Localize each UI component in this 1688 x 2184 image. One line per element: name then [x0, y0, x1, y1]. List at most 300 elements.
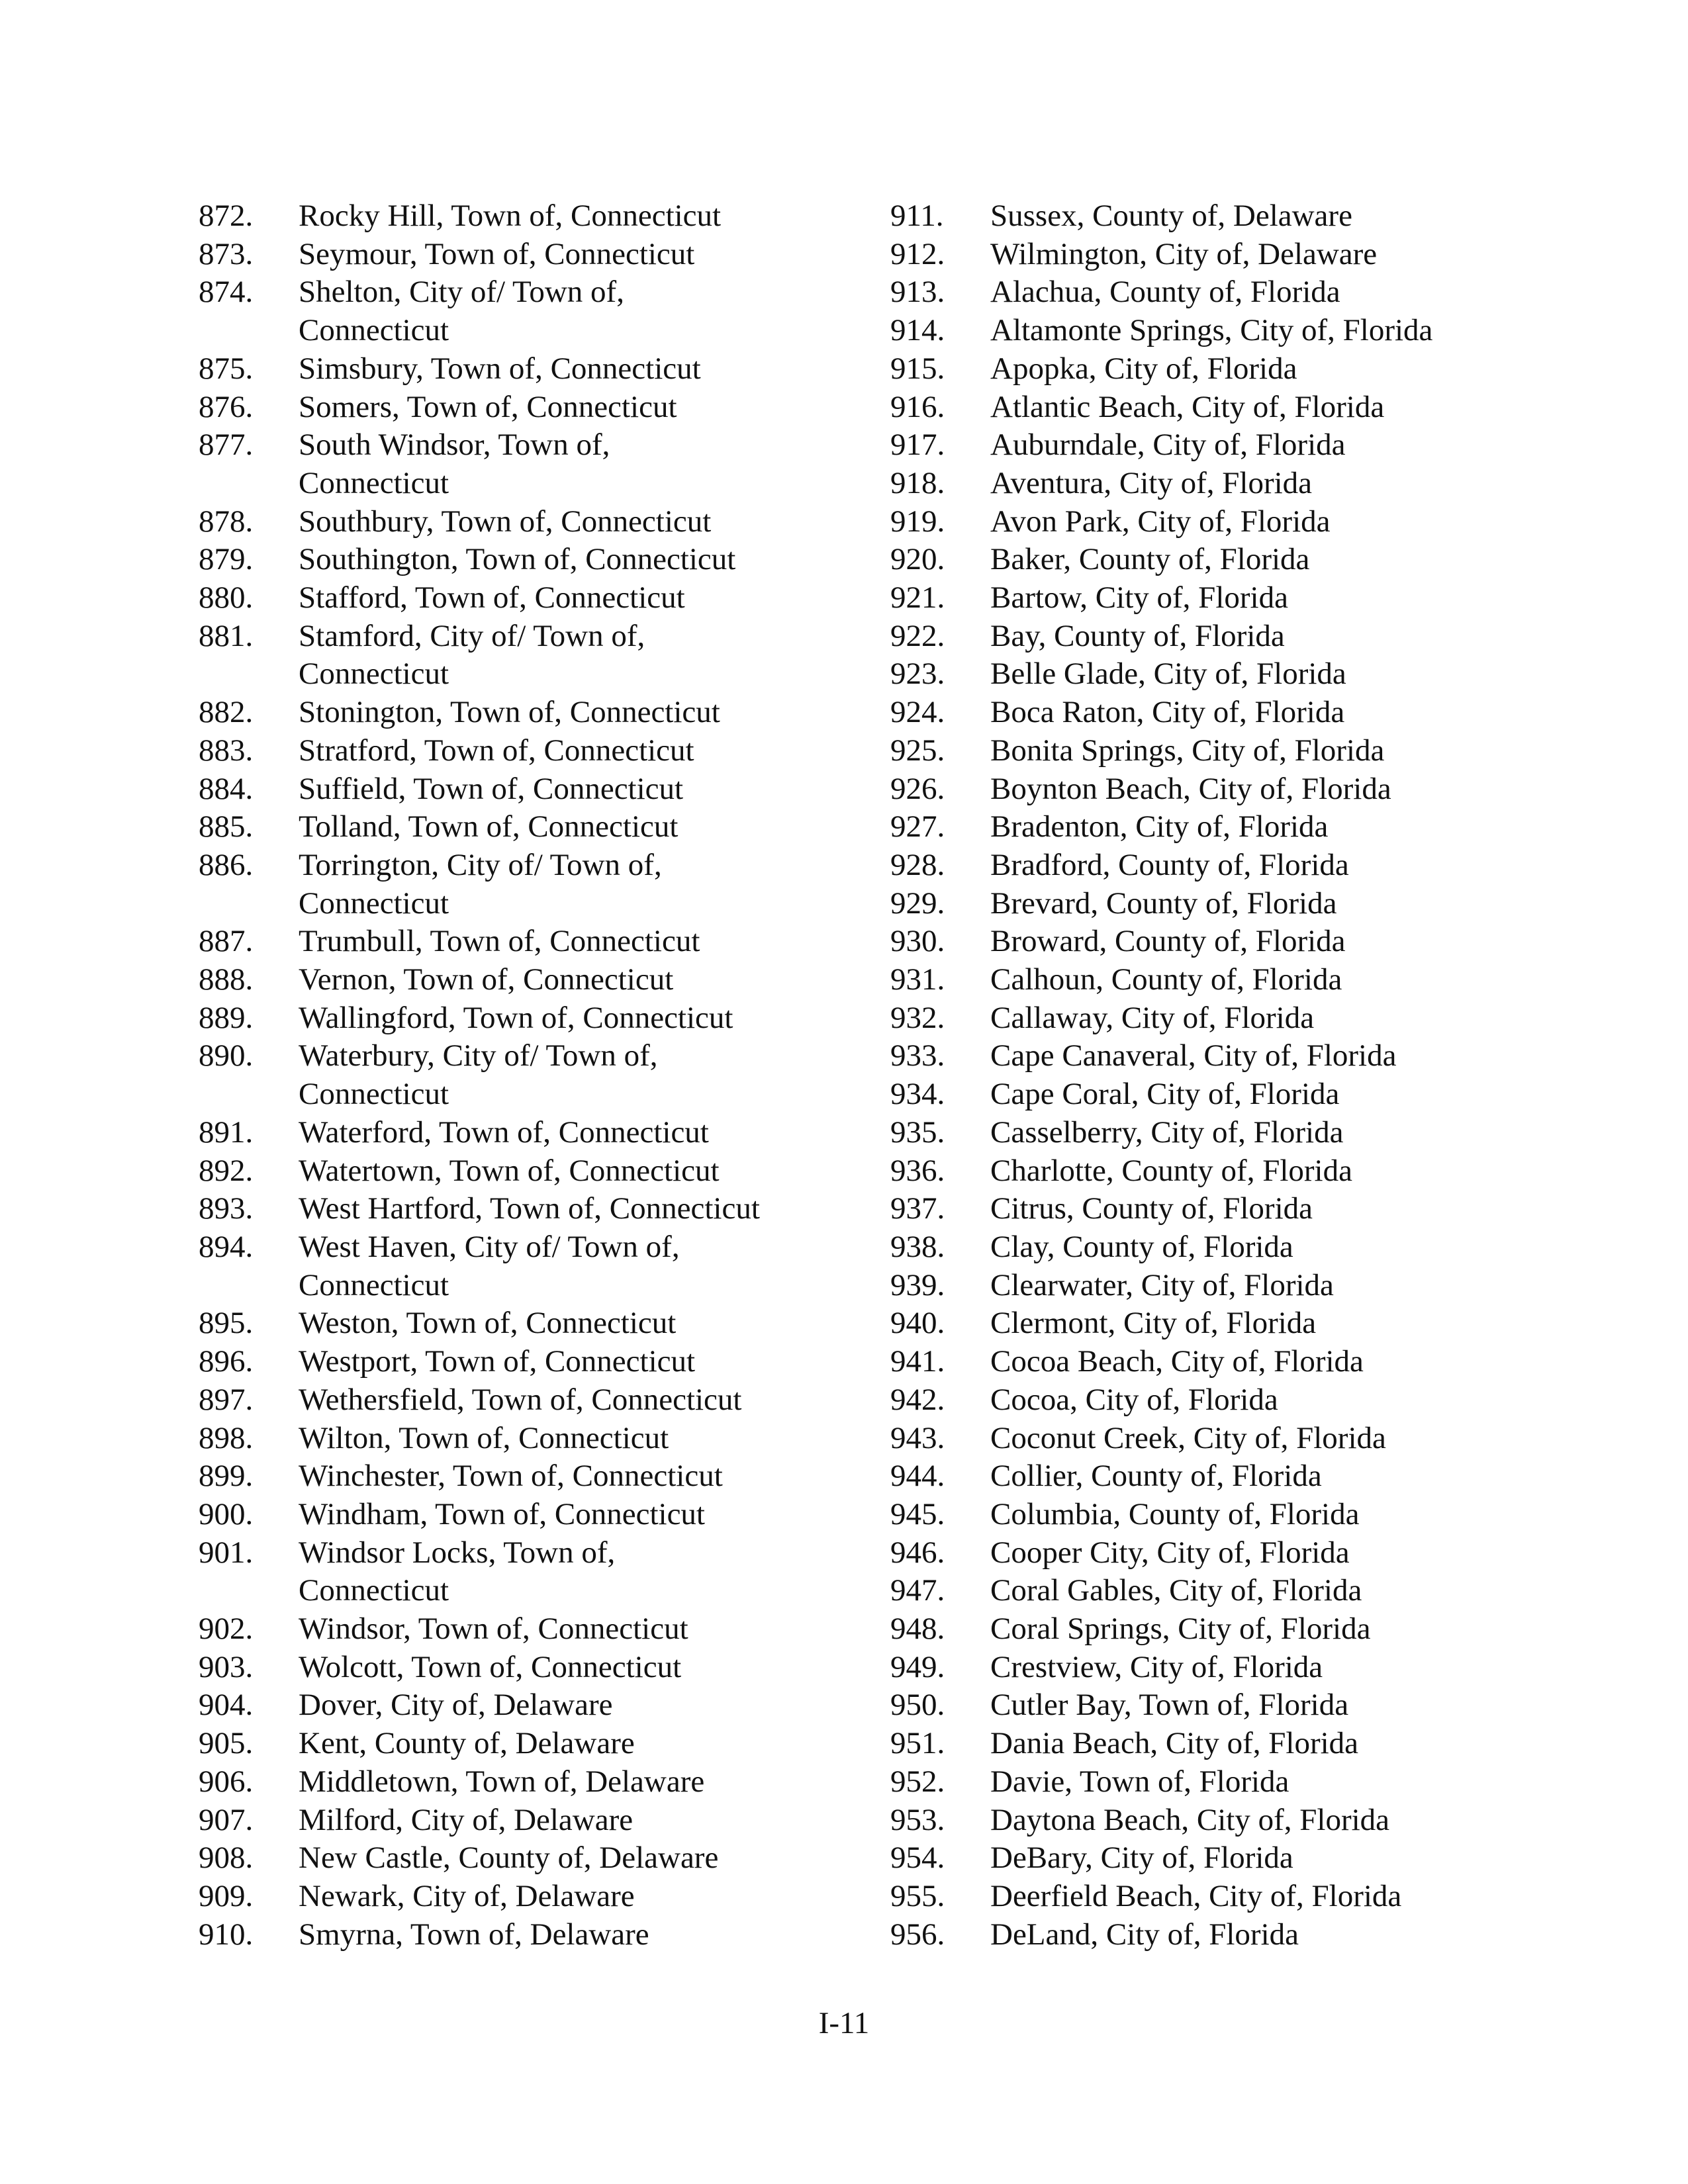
list-item-name	[990, 1916, 1579, 1954]
list-item-name	[990, 1114, 1579, 1152]
list-item-number: 945.	[890, 1496, 945, 1531]
list-item	[890, 808, 1579, 846]
list-item-name	[299, 541, 861, 579]
list-item-number: 902.	[199, 1612, 254, 1647]
list-item-name	[990, 1420, 1579, 1458]
list-item-name-line: Windsor, Town of, Connecticut	[299, 1612, 688, 1647]
list-item-name	[990, 999, 1579, 1038]
list-item-number: 926.	[890, 771, 945, 806]
list-item	[199, 1649, 861, 1687]
list-item-name	[299, 1228, 861, 1304]
list-item-name	[299, 1420, 861, 1458]
list-item-number: 890.	[199, 1038, 254, 1073]
list-item	[199, 999, 861, 1038]
list-item-name	[990, 1152, 1579, 1191]
list-item-name-line: Wilton, Town of, Connecticut	[299, 1420, 669, 1455]
list-item	[890, 770, 1579, 809]
list-item-name	[990, 1839, 1579, 1878]
list-item	[199, 1496, 861, 1534]
list-item-name-line: Windsor Locks, Town of,	[299, 1535, 616, 1570]
list-item-name-line: Weston, Town of, Connecticut	[299, 1306, 677, 1341]
list-item-name-line: Coral Gables, City of, Florida	[990, 1573, 1362, 1608]
list-item-number: 898.	[199, 1420, 254, 1455]
list-item-name	[299, 1114, 861, 1152]
list-item-number: 877.	[199, 428, 254, 463]
list-item-name-line: Baker, County of, Florida	[990, 542, 1310, 577]
list-item	[890, 885, 1579, 923]
list-item	[199, 1304, 861, 1343]
list-item	[890, 1457, 1579, 1496]
list-item	[890, 312, 1579, 350]
list-item-name-line: Auburndale, City of, Florida	[990, 428, 1346, 463]
list-item-name	[990, 617, 1579, 656]
list-item-number: 919.	[890, 504, 945, 539]
list-item-number: 921.	[890, 580, 945, 615]
list-item-name-line: Trumbull, Town of, Connecticut	[299, 924, 700, 959]
list-item	[890, 273, 1579, 312]
list-item	[890, 1343, 1579, 1381]
list-item-number: 914.	[890, 313, 945, 348]
list-item-name-line: Kent, County of, Delaware	[299, 1726, 635, 1761]
list-item	[890, 655, 1579, 694]
list-item	[199, 1420, 861, 1458]
list-item-name-line: Stamford, City of/ Town of,	[299, 618, 645, 653]
list-item-name-line: Vernon, Town of, Connecticut	[299, 962, 674, 997]
list-item-name	[990, 1496, 1579, 1534]
list-item-number: 874.	[199, 275, 254, 310]
list-item-name-line: Newark, City of, Delaware	[299, 1878, 635, 1913]
list-item-number: 932.	[890, 1000, 945, 1035]
list-item-name	[990, 1572, 1579, 1610]
list-item-number: 951.	[890, 1726, 945, 1761]
list-item-name-line: Connecticut	[299, 1077, 449, 1112]
list-item-number: 916.	[890, 389, 945, 424]
list-item-name	[990, 923, 1579, 961]
list-item-number: 893.	[199, 1191, 254, 1226]
list-item-number: 885.	[199, 809, 254, 844]
list-item-number: 920.	[890, 542, 945, 577]
list-item	[199, 1725, 861, 1763]
list-item-name	[299, 1649, 861, 1687]
list-item	[890, 1420, 1579, 1458]
list-item-number: 907.	[199, 1802, 254, 1837]
list-item-number: 941.	[890, 1344, 945, 1379]
list-item-name	[990, 655, 1579, 694]
list-item-number: 934.	[890, 1077, 945, 1112]
list-item	[890, 1763, 1579, 1801]
list-item-name	[990, 426, 1579, 465]
list-item-name-line: Dania Beach, City of, Florida	[990, 1726, 1359, 1761]
list-item-name	[299, 1916, 861, 1954]
list-item-name	[990, 388, 1579, 427]
list-item-number: 943.	[890, 1420, 945, 1455]
list-item-name	[299, 1839, 861, 1878]
list-item	[199, 1037, 861, 1113]
list-item-name	[299, 1190, 861, 1228]
list-item-number: 895.	[199, 1306, 254, 1341]
list-item-number: 892.	[199, 1153, 254, 1188]
list-item-name-line: Boca Raton, City of, Florida	[990, 695, 1345, 730]
list-item-name-line: Calhoun, County of, Florida	[990, 962, 1342, 997]
list-item-name-line: Stratford, Town of, Connecticut	[299, 733, 694, 768]
list-item-number: 897.	[199, 1382, 254, 1417]
list-item-number: 880.	[199, 580, 254, 615]
list-item-number: 917.	[890, 428, 945, 463]
list-item	[890, 1114, 1579, 1152]
list-item-number: 912.	[890, 236, 945, 271]
list-item-name	[299, 1304, 861, 1343]
list-item-number: 882.	[199, 695, 254, 730]
list-item	[890, 694, 1579, 732]
list-item-number: 949.	[890, 1649, 945, 1684]
list-item-name	[990, 236, 1579, 274]
list-item-name-line: Coral Springs, City of, Florida	[990, 1612, 1371, 1647]
list-item-name	[299, 503, 861, 541]
list-item-name-line: Connecticut	[299, 465, 449, 500]
list-item-name-line: Waterbury, City of/ Town of,	[299, 1038, 658, 1073]
list-item	[890, 1801, 1579, 1840]
list-item-name	[990, 350, 1579, 388]
list-item-number: 952.	[890, 1764, 945, 1799]
list-item-name	[990, 1801, 1579, 1840]
list-item-name-line: Cooper City, City of, Florida	[990, 1535, 1350, 1570]
list-item	[199, 770, 861, 809]
list-item	[890, 236, 1579, 274]
list-item-name-line: Winchester, Town of, Connecticut	[299, 1459, 723, 1494]
list-item-name	[990, 1610, 1579, 1649]
list-item-name-line: Cocoa, City of, Florida	[990, 1382, 1278, 1417]
list-item-name	[299, 732, 861, 770]
list-item-number: 935.	[890, 1115, 945, 1150]
list-item	[890, 1878, 1579, 1916]
list-item-name	[990, 579, 1579, 617]
list-item-name-line: Avon Park, City of, Florida	[990, 504, 1331, 539]
list-item-name	[299, 1381, 861, 1420]
list-item-name	[990, 503, 1579, 541]
list-item	[890, 1037, 1579, 1075]
list-item-name-line: West Haven, City of/ Town of,	[299, 1229, 680, 1264]
list-item-name	[299, 1496, 861, 1534]
list-item-name	[990, 1763, 1579, 1801]
list-item	[199, 808, 861, 846]
list-item-name-line: Bay, County of, Florida	[990, 618, 1285, 653]
list-item-number: 954.	[890, 1841, 945, 1876]
list-item-number: 956.	[890, 1917, 945, 1952]
list-item	[890, 1534, 1579, 1572]
list-item-number: 906.	[199, 1764, 254, 1799]
list-item-name-line: Southbury, Town of, Connecticut	[299, 504, 712, 539]
list-item-name-line: Cape Coral, City of, Florida	[990, 1077, 1340, 1112]
list-item-name	[990, 1037, 1579, 1075]
list-item	[890, 1190, 1579, 1228]
list-item-number: 937.	[890, 1191, 945, 1226]
list-item-name-line: Callaway, City of, Florida	[990, 1000, 1315, 1035]
list-item-name-line: Broward, County of, Florida	[990, 924, 1346, 959]
list-item-name	[990, 1304, 1579, 1343]
list-item-number: 930.	[890, 924, 945, 959]
list-item-name-line: Seymour, Town of, Connecticut	[299, 236, 695, 271]
list-item-name-line: Charlotte, County of, Florida	[990, 1153, 1352, 1188]
list-item-name-line: Windham, Town of, Connecticut	[299, 1496, 705, 1531]
list-item	[199, 1152, 861, 1191]
list-item-number: 933.	[890, 1038, 945, 1073]
list-item-name-line: Casselberry, City of, Florida	[990, 1115, 1344, 1150]
list-item-name	[990, 1686, 1579, 1725]
list-item-number: 886.	[199, 847, 254, 882]
list-item-number: 955.	[890, 1878, 945, 1913]
list-item-name-line: Davie, Town of, Florida	[990, 1764, 1289, 1799]
list-item-name	[299, 579, 861, 617]
left-column-list	[199, 197, 861, 1954]
list-item	[199, 1114, 861, 1152]
list-item-number: 942.	[890, 1382, 945, 1417]
list-item-name	[990, 1725, 1579, 1763]
list-item-name	[299, 197, 861, 236]
list-item-name-line: Aventura, City of, Florida	[990, 465, 1313, 500]
list-item-name	[299, 808, 861, 846]
list-item-name	[990, 885, 1579, 923]
list-item-number: 875.	[199, 351, 254, 386]
list-item-name-line: Smyrna, Town of, Delaware	[299, 1917, 649, 1952]
list-item	[199, 1916, 861, 1954]
list-item	[890, 999, 1579, 1038]
list-item-name-line: Altamonte Springs, City of, Florida	[990, 313, 1433, 348]
list-item-name	[990, 808, 1579, 846]
list-item-name-line: Middletown, Town of, Delaware	[299, 1764, 705, 1799]
list-item	[890, 465, 1579, 503]
list-item-name-line: Bartow, City of, Florida	[990, 580, 1288, 615]
list-item-name	[990, 1343, 1579, 1381]
list-item	[199, 1878, 861, 1916]
list-item-name-line: Simsbury, Town of, Connecticut	[299, 351, 701, 386]
list-item-name-line: Milford, City of, Delaware	[299, 1802, 633, 1837]
list-item	[890, 388, 1579, 427]
list-item	[199, 503, 861, 541]
list-item	[890, 1267, 1579, 1305]
list-item-number: 939.	[890, 1267, 945, 1302]
list-item	[199, 1381, 861, 1420]
page-number: I-11	[818, 2006, 870, 2040]
list-item-number: 923.	[890, 657, 945, 692]
list-item-name	[990, 465, 1579, 503]
list-item-name	[990, 770, 1579, 809]
list-item-name-line: Connecticut	[299, 1573, 449, 1608]
list-item-name	[299, 1610, 861, 1649]
list-item-name-line: Crestview, City of, Florida	[990, 1649, 1323, 1684]
list-item-number: 873.	[199, 236, 254, 271]
list-item-name-line: Clay, County of, Florida	[990, 1229, 1293, 1264]
list-item-name	[299, 1801, 861, 1840]
list-item-name-line: Dover, City of, Delaware	[299, 1688, 613, 1723]
list-item-name	[299, 388, 861, 427]
list-item	[199, 923, 861, 961]
list-item	[890, 541, 1579, 579]
list-item-name	[990, 961, 1579, 999]
list-item	[199, 1534, 861, 1610]
list-item-name	[299, 1152, 861, 1191]
list-item	[199, 388, 861, 427]
list-item-number: 946.	[890, 1535, 945, 1570]
list-item-name	[299, 1763, 861, 1801]
list-item	[890, 1916, 1579, 1954]
list-item	[199, 694, 861, 732]
list-item-name-line: Rocky Hill, Town of, Connecticut	[299, 199, 722, 233]
list-item-name	[299, 961, 861, 999]
list-item	[199, 846, 861, 923]
list-item-name	[990, 1649, 1579, 1687]
list-item-name-line: Connecticut	[299, 657, 449, 692]
list-item-name	[990, 1075, 1579, 1114]
list-item-name	[990, 1457, 1579, 1496]
list-item-name-line: Bradenton, City of, Florida	[990, 809, 1329, 844]
list-item	[890, 350, 1579, 388]
list-item	[199, 1763, 861, 1801]
list-item-number: 905.	[199, 1726, 254, 1761]
list-item-name	[299, 617, 861, 694]
list-item	[199, 1686, 861, 1725]
list-item-name	[299, 1878, 861, 1916]
list-item-number: 922.	[890, 618, 945, 653]
list-item-name-line: Suffield, Town of, Connecticut	[299, 771, 684, 806]
list-item-number: 894.	[199, 1229, 254, 1264]
list-item-name-line: Wolcott, Town of, Connecticut	[299, 1649, 682, 1684]
list-item-number: 913.	[890, 275, 945, 310]
list-item-number: 888.	[199, 962, 254, 997]
list-item-name-line: Connecticut	[299, 313, 449, 348]
list-item-name-line: Watertown, Town of, Connecticut	[299, 1153, 720, 1188]
list-item-name-line: Daytona Beach, City of, Florida	[990, 1802, 1390, 1837]
list-item-name-line: Wilmington, City of, Delaware	[990, 236, 1378, 271]
list-item-name-line: Stafford, Town of, Connecticut	[299, 580, 685, 615]
list-item	[199, 426, 861, 502]
list-item-name	[990, 273, 1579, 312]
list-item-number: 944.	[890, 1459, 945, 1494]
list-item-name	[990, 694, 1579, 732]
list-item-name-line: Coconut Creek, City of, Florida	[990, 1420, 1386, 1455]
list-item-name-line: Alachua, County of, Florida	[990, 275, 1340, 310]
list-item-number: 884.	[199, 771, 254, 806]
list-item-name-line: Torrington, City of/ Town of,	[299, 847, 662, 882]
list-item	[890, 1649, 1579, 1687]
list-item-name-line: Collier, County of, Florida	[990, 1459, 1322, 1494]
list-item	[890, 846, 1579, 885]
list-item-name-line: West Hartford, Town of, Connecticut	[299, 1191, 760, 1226]
list-item-name-line: Clermont, City of, Florida	[990, 1306, 1317, 1341]
list-item-name-line: Atlantic Beach, City of, Florida	[990, 389, 1385, 424]
list-item-number: 876.	[199, 389, 254, 424]
list-item	[199, 236, 861, 274]
list-item-name	[299, 923, 861, 961]
list-item	[890, 1228, 1579, 1267]
list-item-number: 928.	[890, 847, 945, 882]
list-item-name-line: Connecticut	[299, 1267, 449, 1302]
list-item	[890, 732, 1579, 770]
list-item-name-line: Cocoa Beach, City of, Florida	[990, 1344, 1364, 1379]
list-item-name-line: Sussex, County of, Delaware	[990, 199, 1352, 233]
list-item-name-line: Tolland, Town of, Connecticut	[299, 809, 679, 844]
list-item	[199, 197, 861, 236]
list-item-number: 948.	[890, 1612, 945, 1647]
list-item-name-line: Wethersfield, Town of, Connecticut	[299, 1382, 742, 1417]
list-item-name	[299, 1725, 861, 1763]
list-item-name	[299, 1686, 861, 1725]
list-item-number: 940.	[890, 1306, 945, 1341]
list-item-number: 936.	[890, 1153, 945, 1188]
list-item	[890, 197, 1579, 236]
list-item-number: 908.	[199, 1841, 254, 1876]
list-item	[890, 617, 1579, 656]
list-item-name-line: Belle Glade, City of, Florida	[990, 657, 1346, 692]
list-item	[199, 732, 861, 770]
list-item-name	[299, 1343, 861, 1381]
list-item	[199, 1228, 861, 1304]
right-column-list	[890, 197, 1579, 1954]
list-item-number: 872.	[199, 199, 254, 233]
list-item-name	[299, 694, 861, 732]
list-item-name	[299, 1037, 861, 1113]
list-item	[199, 273, 861, 349]
list-item	[890, 1572, 1579, 1610]
list-item	[199, 1457, 861, 1496]
list-item-name	[990, 846, 1579, 885]
list-item	[890, 1075, 1579, 1114]
list-item-number: 909.	[199, 1878, 254, 1913]
list-item-number: 929.	[890, 886, 945, 921]
list-item	[890, 1610, 1579, 1649]
list-item-name	[990, 1228, 1579, 1267]
list-item-name	[990, 1190, 1579, 1228]
list-item-name-line: Bradford, County of, Florida	[990, 847, 1349, 882]
list-item-name	[299, 1534, 861, 1610]
list-item-name	[990, 1381, 1579, 1420]
list-item-name-line: Stonington, Town of, Connecticut	[299, 695, 720, 730]
list-item-name	[990, 1267, 1579, 1305]
list-item-name-line: Bonita Springs, City of, Florida	[990, 733, 1385, 768]
list-item	[890, 426, 1579, 465]
list-item-number: 915.	[890, 351, 945, 386]
list-item	[890, 1152, 1579, 1191]
list-item-name	[990, 312, 1579, 350]
list-item	[199, 1801, 861, 1840]
list-item-name-line: Deerfield Beach, City of, Florida	[990, 1878, 1402, 1913]
list-item	[890, 579, 1579, 617]
list-item	[199, 579, 861, 617]
list-item-name-line: Cutler Bay, Town of, Florida	[990, 1688, 1349, 1723]
list-item-number: 953.	[890, 1802, 945, 1837]
list-item-name	[990, 1878, 1579, 1916]
list-item-name	[299, 846, 861, 923]
list-item-name-line: New Castle, County of, Delaware	[299, 1841, 719, 1876]
list-item-name-line: Citrus, County of, Florida	[990, 1191, 1313, 1226]
list-item-name-line: Clearwater, City of, Florida	[990, 1267, 1334, 1302]
list-item-number: 924.	[890, 695, 945, 730]
list-item-name-line: DeLand, City of, Florida	[990, 1917, 1299, 1952]
list-item-number: 879.	[199, 542, 254, 577]
list-item-name	[299, 770, 861, 809]
list-item-name-line: Wallingford, Town of, Connecticut	[299, 1000, 733, 1035]
list-item	[890, 1304, 1579, 1343]
list-item-name	[299, 426, 861, 502]
list-item-number: 931.	[890, 962, 945, 997]
list-item	[890, 923, 1579, 961]
list-item-number: 938.	[890, 1229, 945, 1264]
list-item-number: 904.	[199, 1688, 254, 1723]
list-item	[199, 541, 861, 579]
list-item-number: 925.	[890, 733, 945, 768]
list-item-name-line: Southington, Town of, Connecticut	[299, 542, 736, 577]
list-item-number: 950.	[890, 1688, 945, 1723]
list-item-name	[299, 350, 861, 388]
